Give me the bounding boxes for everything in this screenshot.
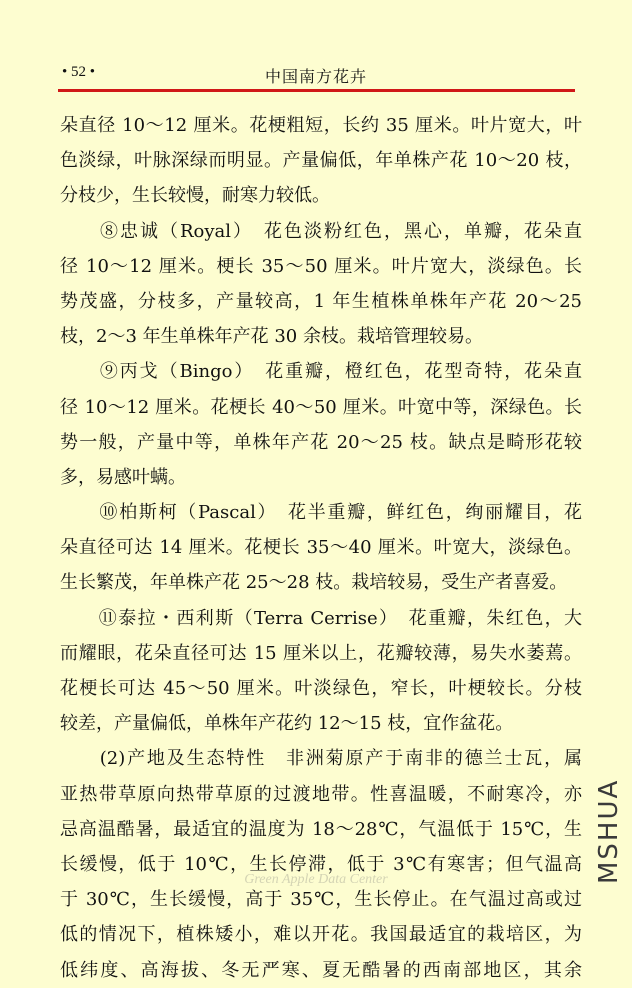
text-line: 势一般，产量中等，单株年产花 20～25 枝。缺点是畸形花较 [60,431,582,453]
text-line: (2)产地及生态特性 非洲菊原产于南非的德兰士瓦，属 [60,748,582,770]
text-line: 色淡绿，叶脉深绿而明显。产量偏低，年单株产花 10～20 枝， [60,150,582,172]
running-title: 中国南方花卉 [264,67,367,86]
bottom-watermark: Green Apple Data Center [244,872,388,887]
text-line: 径 10～12 厘米。梗长 35～50 厘米。叶片宽大，淡绿色。长 [60,255,582,277]
text-line: ⑩柏斯柯（Pascal） 花半重瓣，鲜红色，绚丽耀目，花 [60,502,582,524]
text-line: 忌高温酷暑，最适宜的温度为 18～28℃，气温低于 15℃，生 [60,818,582,840]
text-line: 朵直径可达 14 厘米。花梗长 35～40 厘米。叶宽大，淡绿色。 [60,537,582,559]
text-line: 而耀眼，花朵直径可达 15 厘米以上，花瓣较薄，易失水萎蔫。 [60,642,582,664]
text-line: 于 30℃，生长缓慢，高于 35℃，生长停止。在气温过高或过 [60,889,582,911]
text-line: 花梗长可达 45～50 厘米。叶淡绿色，窄长，叶梗较长。分枝 [60,678,582,699]
text-line: 亚热带草原向热带草原的过渡地带。性喜温暖，不耐寒冷，亦 [60,783,582,805]
text-line: 低纬度、高海拔、冬无严寒、夏无酷暑的西南部地区，其余 [60,959,582,981]
text-line: 生长繁茂，年单株产花 25～28 枝。栽培较易，受生产者喜爱。 [60,572,568,594]
text-line: ⑨丙戈（Bingo） 花重瓣，橙红色，花型奇特，花朵直 [60,361,582,383]
header-rule [58,89,575,92]
text-line: ⑧忠诚（Royal） 花色淡粉红色，黑心，单瓣，花朵直 [60,220,582,242]
page-number: • 52 • [62,64,96,80]
text-line: ⑪泰拉・西利斯（Terra Cerrise） 花重瓣，朱红色，大 [60,607,582,629]
body-text [60,108,582,988]
text-line: 径 10～12 厘米。花梗长 40～50 厘米。叶宽中等，深绿色。长 [60,396,582,418]
text-line: 朵直径 10～12 厘米。花梗粗短，长约 35 厘米。叶片宽大，叶 [60,115,582,136]
text-line: 势茂盛，分枝多，产量较高，1 年生植株单株年产花 20～25 [60,290,582,312]
page-header [0,62,632,88]
side-watermark: MSHUA [594,778,624,884]
text-line: 多，易感叶螨。 [60,466,186,488]
text-line: 低的情况下，植株矮小，难以开花。我国最适宜的栽培区，为 [60,924,582,946]
text-line: 长缓慢，低于 10℃，生长停滞，低于 3℃有寒害；但气温高 [60,853,582,875]
text-line: 枝，2～3 年生单株年产花 30 余枝。栽培管理较易。 [60,326,483,348]
text-line: 分枝少，生长较慢，耐寒力较低。 [60,185,330,207]
text-line: 较差，产量偏低，单株年产花约 12～15 枝，宜作盆花。 [60,713,514,735]
